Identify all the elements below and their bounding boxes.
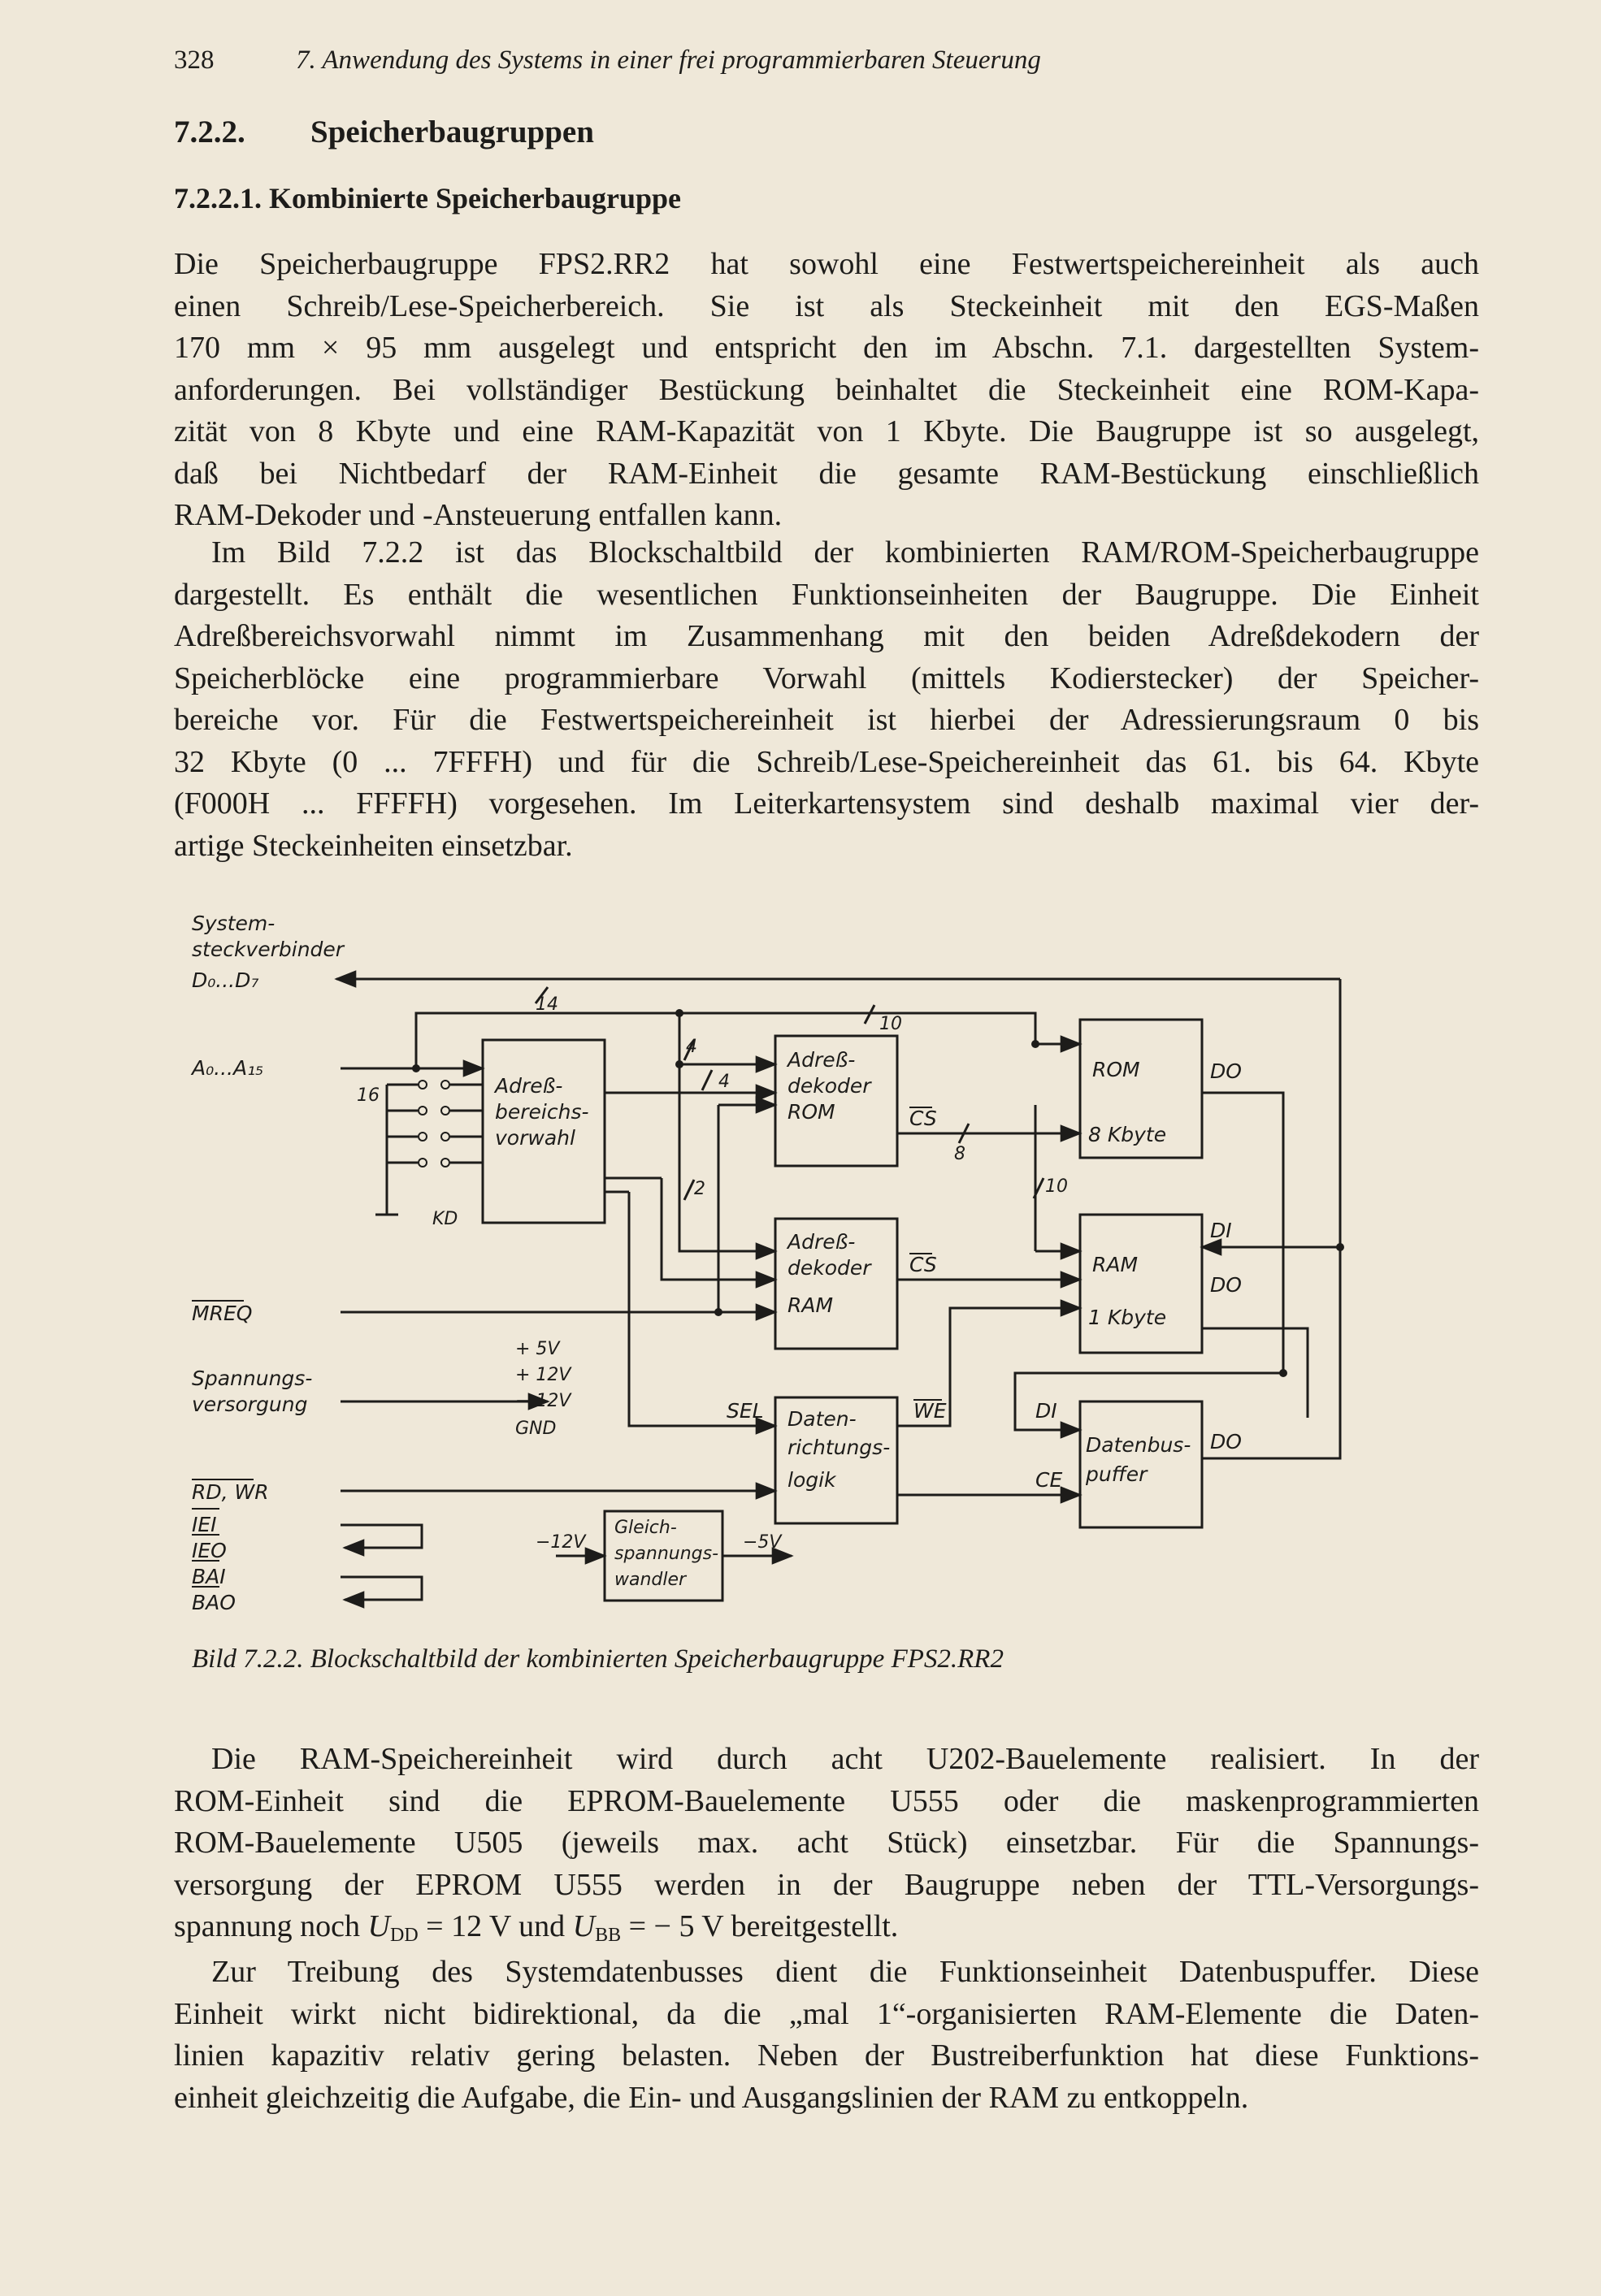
ieo-label: IEO xyxy=(192,1539,227,1562)
power-rail: − 12V xyxy=(515,1391,571,1411)
running-title: 7. Anwendung des Systems in einer frei programmierbaren Steuerung xyxy=(296,45,1041,75)
power-label: versorgung xyxy=(192,1393,308,1416)
bus-width-8: 8 xyxy=(954,1144,965,1164)
text-line: RAM-Dekoder und -Ansteuerung entfallen kann. xyxy=(174,498,783,532)
text-line: artige Steckeinheiten einsetzbar. xyxy=(174,828,573,863)
block-label: Datenbus- xyxy=(1086,1433,1191,1457)
block-diagram-svg xyxy=(174,898,1523,1653)
bus-width-slash xyxy=(684,1180,694,1200)
signal-label-cs: CS xyxy=(909,1107,937,1130)
junction-dot xyxy=(1336,1243,1344,1251)
text-line: anforderungen. Bei vollständiger Bestückung beinhaltet die Steckeinheit eine ROM-Kapa- xyxy=(174,372,1479,407)
text-line: ROM-Einheit sind die EPROM-Bauelemente U555 oder die maskenprogrammierten xyxy=(174,1783,1479,1818)
bus-width-16: 16 xyxy=(357,1085,380,1106)
subsection-heading xyxy=(174,179,681,218)
signal-label-we: WE xyxy=(913,1399,947,1423)
text-line: 32 Kbyte (0 ... 7FFFH) und für die Schreib/Lese-Speichereinheit das 61. bis 64. Kbyte xyxy=(174,744,1479,779)
text-line: (F000H ... FFFFH) vorgesehen. Im Leiterkartensystem sind deshalb maximal vier der- xyxy=(174,786,1479,821)
power-rail: + 12V xyxy=(515,1365,571,1385)
power-rail: GND xyxy=(515,1419,557,1439)
signal-label-di: DI xyxy=(1210,1219,1232,1242)
block-label: dekoder xyxy=(787,1256,871,1280)
block-label: 1 Kbyte xyxy=(1088,1306,1167,1329)
block-label: Gleich- xyxy=(614,1518,677,1538)
running-head xyxy=(174,42,1490,78)
block-label: ROM xyxy=(1092,1058,1140,1081)
block-label: spannungs- xyxy=(614,1544,719,1564)
bus-width-10: 10 xyxy=(879,1014,902,1034)
subsection-number: 7.2.2.1. xyxy=(174,182,262,214)
contact-dot xyxy=(441,1133,449,1141)
text-line: ROM-Bauelemente U505 (jeweils max. acht Stück) einsetzbar. Für die Spannungs- xyxy=(174,1826,1479,1860)
page-number: 328 xyxy=(174,45,215,75)
bus-width-2: 2 xyxy=(694,1179,705,1199)
paragraph-4 xyxy=(174,1952,1479,2119)
text-line: linien kapazitiv relativ gering belasten. Neben der Bustreiberfunktion hat diese Funktions- xyxy=(174,2038,1479,2073)
section-heading xyxy=(174,112,594,153)
junction-dot xyxy=(412,1064,420,1072)
signal-label-do: DO xyxy=(1210,1273,1242,1297)
block-label: RAM xyxy=(787,1293,834,1317)
power-rail: + 5V xyxy=(515,1339,560,1359)
paragraph-3 xyxy=(174,1739,1479,1948)
bai-label: BAI xyxy=(192,1565,226,1588)
section-title: Speicherbaugruppen xyxy=(310,115,594,149)
bus-width-slash xyxy=(702,1070,712,1090)
subsection-title: Kombinierte Speicherbaugruppe xyxy=(269,182,682,214)
text-line: dargestellt. Es enthält die wesentlichen Funktionseinheiten der Baugruppe. Die Einheit xyxy=(174,577,1479,612)
system-connector-label: steckverbinder xyxy=(192,938,345,961)
block-label: bereichs- xyxy=(495,1100,589,1124)
text-line: versorgung der EPROM U555 werden in der Baugruppe neben der TTL-Versorgungs- xyxy=(174,1867,1479,1902)
block-label: 8 Kbyte xyxy=(1088,1123,1167,1146)
figure-caption: Bild 7.2.2. Blockschaltbild der kombinierten Speicherbaugruppe FPS2.RR2 xyxy=(192,1644,1004,1674)
text-line-formula: spannung noch $U_{DD} = 12$ V und $U_{BB}$ = − 5 V bereitgestellt. xyxy=(174,1909,899,1946)
a-bus-label: A₀...A₁₅ xyxy=(192,1056,264,1080)
contact-dot xyxy=(441,1081,449,1089)
block-label: puffer xyxy=(1086,1462,1148,1486)
contact-dot xyxy=(441,1107,449,1115)
block-label: RAM xyxy=(1092,1253,1139,1276)
contact-dot xyxy=(419,1159,427,1167)
junction-dot xyxy=(675,1060,683,1068)
text-line: Zur Treibung des Systemdatenbusses dient die Funktionseinheit Datenbuspuffer. Diese xyxy=(211,1955,1479,1989)
block-label: logik xyxy=(787,1468,836,1492)
rdwr-label: RD, WR xyxy=(192,1480,269,1504)
bus-width-4: 4 xyxy=(718,1072,730,1092)
contact-dot xyxy=(419,1081,427,1089)
signal-label-di: DI xyxy=(1035,1399,1057,1423)
system-connector-label: System- xyxy=(192,912,276,935)
block-diagram xyxy=(174,898,1523,1653)
bao-label: BAO xyxy=(192,1591,236,1614)
paragraph-2 xyxy=(174,532,1479,867)
iei-label: IEI xyxy=(192,1513,217,1536)
contact-dot xyxy=(419,1107,427,1115)
junction-dot xyxy=(1279,1369,1287,1377)
text-line: daß bei Nichtbedarf der RAM-Einheit die gesamte RAM-Bestückung einschließlich xyxy=(174,456,1479,491)
text-line: 170 mm × 95 mm ausgelegt und entspricht den im Abschn. 7.1. dargestellten System- xyxy=(174,331,1479,365)
text-line: Einheit wirkt nicht bidirektional, da die „mal 1“-organisierten RAM-Elemente die Daten- xyxy=(174,1996,1479,2031)
text-line: zität von 8 Kbyte und eine RAM-Kapazität von 1 Kbyte. Die Baugruppe ist so ausgelegt, xyxy=(174,414,1479,448)
block-label: Daten- xyxy=(787,1407,857,1431)
bus-width-4: 4 xyxy=(686,1037,697,1057)
dec-ram-addr-line xyxy=(679,1083,775,1251)
section-number: 7.2.2. xyxy=(174,115,245,149)
bus-width-10: 10 xyxy=(1045,1176,1068,1197)
text-line: Im Bild 7.2.2 ist das Blockschaltbild der kombinierten RAM/ROM-Speicherbaugruppe xyxy=(211,535,1479,570)
text-line: Die RAM-Speichereinheit wird durch acht U202-Bauelemente realisiert. In der xyxy=(211,1742,1479,1776)
converter-input-label: −12V xyxy=(536,1532,586,1553)
iei-ieo-line xyxy=(341,1525,422,1548)
junction-dot xyxy=(1031,1040,1039,1048)
bus-width-14: 14 xyxy=(536,994,558,1015)
text-line: Adreßbereichsvorwahl nimmt im Zusammenhang mit den beiden Adreßdekodern der xyxy=(174,619,1479,653)
block-label: vorwahl xyxy=(495,1126,575,1150)
d-bus-label: D₀...D₇ xyxy=(192,968,259,992)
contact-dot xyxy=(419,1133,427,1141)
converter-output-label: −5V xyxy=(743,1532,782,1553)
signal-label-do: DO xyxy=(1210,1059,1242,1083)
block-label: dekoder xyxy=(787,1074,871,1098)
junction-dot xyxy=(675,1009,683,1017)
signal-label-ce: CE xyxy=(1035,1468,1063,1492)
block-label: ROM xyxy=(787,1100,835,1124)
junction-dot xyxy=(714,1308,722,1316)
paragraph-1 xyxy=(174,244,1479,537)
block-label: Adreß- xyxy=(495,1074,563,1098)
block-label: wandler xyxy=(614,1570,687,1590)
bai-bao-line xyxy=(341,1577,422,1600)
text-line: bereiche vor. Für die Festwertspeichereinheit ist hierbei der Adressierungsraum 0 bis xyxy=(174,703,1479,737)
text-line: einheit gleichzeitig die Aufgabe, die Ein- und Ausgangslinien der RAM zu entkoppeln. xyxy=(174,2080,1249,2115)
contact-dot xyxy=(441,1159,449,1167)
coding-plug-label: KD xyxy=(432,1209,458,1229)
power-label: Spannungs- xyxy=(192,1367,313,1390)
block-ram xyxy=(1080,1215,1202,1353)
block-label: richtungs- xyxy=(787,1436,891,1459)
mreq-label: MREQ xyxy=(192,1302,253,1325)
text-line: Die Speicherbaugruppe FPS2.RR2 hat sowohl eine Festwertspeichereinheit als auch xyxy=(174,247,1479,281)
block-label: Adreß- xyxy=(787,1230,856,1254)
signal-label-cs: CS xyxy=(909,1253,937,1276)
sel-line xyxy=(629,1192,775,1426)
block-label: Adreß- xyxy=(787,1048,856,1072)
text-line: Speicherblöcke eine programmierbare Vorwahl (mittels Kodierstecker) der Speicher- xyxy=(174,661,1479,695)
signal-label-do: DO xyxy=(1210,1430,1242,1453)
text-line: einen Schreib/Lese-Speicherbereich. Sie ist als Steckeinheit mit den EGS-Maßen xyxy=(174,288,1479,323)
signal-label-sel: SEL xyxy=(727,1399,764,1423)
